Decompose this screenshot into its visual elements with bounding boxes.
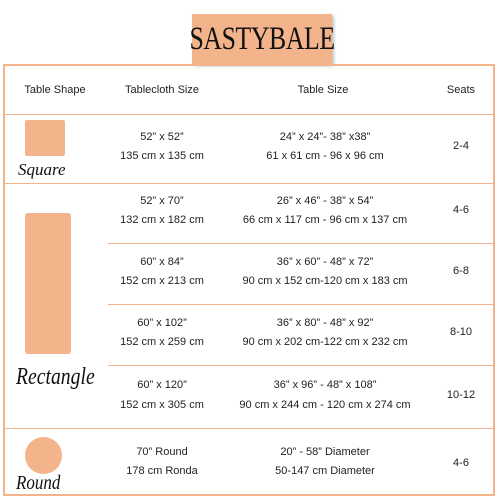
row-divider (108, 365, 493, 366)
tablecloth-size-cm: 178 cm Ronda (126, 465, 198, 477)
square-shape-icon (25, 120, 65, 156)
tablecloth-size-cm: 132 cm x 182 cm (120, 214, 204, 226)
row-divider (5, 428, 493, 429)
table-size-cm: 61 x 61 cm - 96 x 96 cm (266, 150, 384, 162)
tablecloth-size-cm: 152 cm x 305 cm (120, 399, 204, 411)
seats-value: 10-12 (446, 389, 476, 401)
header-divider (5, 114, 493, 115)
table-size-inches: 36” x 96” - 48” x 108” (273, 379, 377, 391)
seats-value: 6-8 (453, 265, 469, 277)
row-divider (108, 304, 493, 305)
tablecloth-size-inches: 60” x 120” (137, 379, 187, 391)
rectangle-shape-icon (25, 213, 71, 354)
tablecloth-size-inches: 52” x 70” (140, 195, 184, 207)
row-divider (108, 243, 493, 244)
table-size-inches: 36” x 60” - 48” x 72” (276, 256, 374, 268)
seats-value: 2-4 (453, 140, 469, 152)
table-size-cm: 66 cm x 117 cm - 96 cm x 137 cm (242, 214, 408, 226)
table-size-cm: 90 cm x 152 cm-120 cm x 183 cm (242, 275, 408, 287)
table-size-inches: 36” x 80” - 48” x 92” (276, 317, 374, 329)
tablecloth-size-cm: 135 cm x 135 cm (120, 150, 204, 162)
shape-label-square: Square (18, 160, 66, 179)
seats-value: 4-6 (453, 457, 469, 469)
shape-label-round: Round (16, 472, 61, 494)
header-table-shape: Table Shape (24, 84, 86, 96)
tablecloth-size-inches: 70” Round (136, 446, 188, 458)
tablecloth-size-inches: 52” x 52” (140, 131, 184, 143)
brand-banner (189, 14, 335, 64)
table-size-inches: 26” x 46” - 38” x 54” (276, 195, 374, 207)
table-size-cm: 50-147 cm Diameter (275, 465, 375, 477)
header-table-size: Table Size (297, 84, 349, 96)
seats-value: 8-10 (449, 326, 473, 338)
seats-value: 4-6 (453, 204, 469, 216)
header-seats: Seats (446, 84, 476, 96)
row-divider (5, 183, 493, 184)
shape-label-rectangle: Rectangle (16, 364, 95, 390)
table-size-cm: 90 cm x 202 cm-122 cm x 232 cm (242, 336, 408, 348)
brand-name: SASTYBALE (189, 20, 335, 57)
table-size-cm: 90 cm x 244 cm - 120 cm x 274 cm (239, 399, 411, 411)
tablecloth-size-cm: 152 cm x 259 cm (120, 336, 204, 348)
tablecloth-size-inches: 60” x 102” (137, 317, 187, 329)
header-tablecloth-size: Tablecloth Size (125, 84, 199, 96)
tablecloth-size-inches: 60” x 84” (140, 256, 184, 268)
table-size-inches: 24” x 24”- 38” x38” (279, 131, 371, 143)
tablecloth-size-cm: 152 cm x 213 cm (120, 275, 204, 287)
table-size-inches: 20” - 58” Diameter (280, 446, 370, 458)
round-shape-icon (25, 437, 62, 474)
